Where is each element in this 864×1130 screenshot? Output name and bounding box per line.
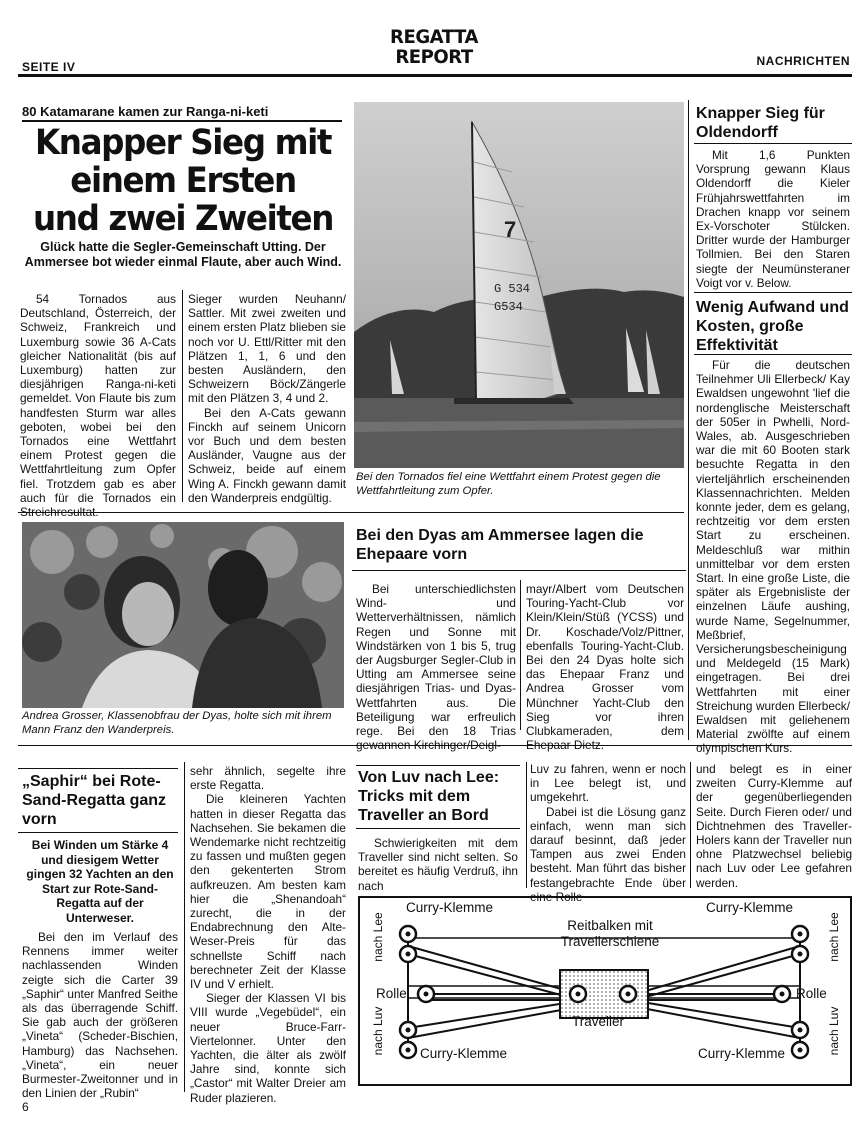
- page-label: SEITE IV: [22, 60, 76, 74]
- header-rule: [18, 74, 852, 77]
- reitbalken-label: Reitbalken mit Travellerschiene: [560, 918, 660, 949]
- tornado-caption: Bei den Tornados fiel eine Wettfahrt einem Protest gegen die Wettfahrtleitung zum Opfer.: [356, 471, 661, 497]
- luv-column-divider-1: [526, 762, 527, 888]
- saphir-column-divider: [184, 762, 185, 1092]
- dyas-column-divider: [520, 580, 521, 730]
- curry-klemme-top-left: Curry-Klemme: [406, 900, 494, 915]
- dyas-col2: [526, 582, 684, 752]
- saphir-col2-p0: sehr ähnlich, segelte ihre erste Regatta.: [190, 764, 346, 793]
- traveller-label: Traveller: [572, 1014, 625, 1029]
- dyas-col1: [356, 582, 516, 752]
- masthead-line2: REPORT: [395, 46, 473, 68]
- tornado-photo-image: [354, 102, 684, 468]
- main-col1: [20, 292, 176, 519]
- rolle-right-label: Rolle: [796, 986, 827, 1001]
- nach-luv-right: nach Luv: [827, 1006, 841, 1056]
- rolle-left-label: Rolle: [376, 986, 407, 1001]
- saphir-lead: Bei Winden um Stärke 4 und diesigem Wetter gingen 32 Yachten an den Start zur Rote-Sand-Regatta auf der Unterweser.: [26, 838, 174, 925]
- saphir-col2-p2: Sieger der Klassen VI bis VIII wurde „Vegebüdel“, ein neuer Bruce-Farr-Viertelonner. Unter den Yachten, die älter als zwölf Jahre sind, konnte sich „Castor“ mit Walter Dreier am Ruder plazieren.: [190, 991, 346, 1105]
- effektivitaet-rule: [694, 354, 852, 355]
- luv-col3: [696, 762, 852, 890]
- couple-photo: [22, 522, 344, 708]
- saphir-col1-text: Bei den im Verlauf des Rennens immer weiter nachlassenden Winden zeigte sich die Carter 39 „Saphir“ unter Manfred Seithe als das überragende Schiff. Sie gab auch der größeren „Vineta“ (Scheder-Bischien, Hamburg) das Nachsehen. „Vineta“, ein neuer Burmester-Zweitonner und in den Linien der „Rubin“: [22, 930, 178, 1101]
- oldendorff-title: Knapper Sieg für Oldendorff: [696, 105, 825, 141]
- middle-rule: [18, 512, 684, 513]
- curry-klemme-bottom-right: Curry-Klemme: [698, 1046, 786, 1061]
- curry-klemme-top-right: Curry-Klemme: [706, 900, 794, 915]
- couple-photo-image: [22, 522, 344, 708]
- main-title-line1: Knapper Sieg mit: [34, 123, 332, 163]
- lower-rule: [18, 745, 852, 746]
- dyas-rule: [352, 570, 686, 571]
- main-title-line3: und zwei Zweiten: [33, 199, 333, 239]
- sail-number-1: G 534: [494, 282, 531, 296]
- svg-text:7: 7: [504, 217, 517, 242]
- oldendorff-text: Mit 1,6 Punkten Vorsprung gewann Klaus Oldendorff die Kieler Frühjahrswettfahrten im Drachen knapp vor seinem Ex-Vorschoter Stülcken. Dritter wurde der Hamburger Tollmien. Bei den Staren siegte der Neumünsteraner Voigt vor v. Below.: [696, 148, 850, 290]
- luv-rule: [356, 828, 520, 829]
- main-title-line2: einem Ersten: [70, 161, 296, 201]
- oldendorff-rule: [694, 143, 852, 144]
- curry-klemme-bottom-left: Curry-Klemme: [420, 1046, 508, 1061]
- saphir-col2-p1: Die kleineren Yachten hatten in dieser Regatta das Nachsehen. Sie bekamen die Wendemarke nicht rechtzeitig zu fassen und mußten gegen den gekenterten Strom aufkreuzen. Am besten kam hier die „Shenandoah“ zurecht, die in der Endabrechnung den Alte-Weser-Preis für das schnellste Schiff nach berechneter Zeit der Klasse IV und V erhielt.: [190, 792, 346, 992]
- luv-column-divider-2: [690, 762, 691, 888]
- effektivitaet-rule-top: [694, 292, 852, 293]
- luv-title: Von Luv nach Lee: Tricks mit dem Traveller an Bord: [358, 769, 500, 824]
- luv-col1-text: Schwierigkeiten mit dem Traveller sind nicht selten. So bereitet es häufig Verdruß, ihn nach: [358, 836, 518, 893]
- sail-number-2: G534: [494, 300, 523, 314]
- main-lead: Glück hatte die Segler-Gemeinschaft Utting. Der Ammersee bot wieder einmal Flaute, aber auch Wind.: [24, 240, 342, 269]
- masthead-logo: [385, 27, 484, 67]
- nach-luv-left: nach Luv: [371, 1006, 385, 1056]
- nach-lee-left: nach Lee: [371, 912, 385, 962]
- dyas-col2-text: mayr/Albert vom Deutschen Touring-Yacht-Club vor Klein/Klein/Stüß (YCSS) und Dr. Koschade/Volz/Pittner, ebenfalls Touring-Yacht-Club. Bei den 24 Dyas holte sich das Ehepaar Franz und Andrea Grosser vom Münchner Yacht-Club den Sieg vor ihren Clubkameraden, dem Ehepaar Dietz.: [526, 582, 684, 753]
- oldendorff-body: [696, 148, 850, 290]
- luv-col1: [358, 836, 518, 893]
- tornado-photo: [354, 102, 684, 468]
- main-col1-text: 54 Tornados aus Deutschland, Österreich, der Schweiz, Frankreich und Luxemburg sowie 36 A-Cats gleicher Nationalität (bis auf Luxemburg) hatten zur diesjährigen Ranga-ni-keti gemeldet. Von Flaute bis zum handfesten Sturm war alles geboten, wobei bei den Tornados eine Wettfahrt einem Protest gegen die Wettfahrtleitung zum Opfer fiel. Trotzdem gab es aber auch für die Tornados ein Streichresultat.: [20, 292, 176, 520]
- luv-col2-p2: Dabei ist die Lösung ganz einfach, wenn man sich darauf besinnt, daß jeder Tampen aus zwei Enden besteht. Man führt das bisher festangebrachte Ende über eine Rolle: [530, 804, 686, 904]
- main-kicker: 80 Katamarane kamen zur Ranga-ni-keti: [22, 104, 342, 122]
- page-number: 6: [22, 1100, 29, 1114]
- masthead-line1: REGATTA: [390, 26, 478, 48]
- luv-col3-text: und belegt es in einer zweiten Curry-Klemme auf der gegenüberliegenden Seite. Durch Fieren oder/ und Dichtnehmen des Traveller-Holers kann der Traveller nun ohne Platzwechsel beliebig nach Luv oder Lee gefahren werden.: [696, 762, 852, 890]
- column-divider: [182, 290, 183, 502]
- effektivitaet-title: Wenig Aufwand und Kosten, große Effektivität: [696, 299, 849, 354]
- dyas-col1-text: Bei unterschiedlichsten Wind- und Wetterverhältnissen, nämlich Regen und Sonne mit Windstärken von 1 bis 5, trug der Augsburger Segler-Club in Utting am Ammersee seine diesjährigen Trias- und Dyas-Wettfahrten aus. Die Beteiligung war erfreulich rege. Bei den 18 Trias gewannen Kirchinger/Deigl-: [356, 582, 516, 753]
- nach-lee-right: nach Lee: [827, 912, 841, 962]
- couple-caption: Andrea Grosser, Klassenobfrau der Dyas, holte sich mit ihrem Mann Franz den Wanderpreis.: [22, 710, 332, 736]
- main-col2: [188, 292, 346, 505]
- effektivitaet-body: [696, 358, 850, 756]
- main-col2-p2: Bei den A-Cats gewann Finckh auf seinem Unicorn vor Buch und dem besten Ausländer, Vaugne aus der Schweiz, beide auf einem Wing A. Finckh gewann damit den Wanderpreis endgültig.: [188, 405, 346, 505]
- dyas-title: Bei den Dyas am Ammersee lagen die Ehepaare vorn: [356, 527, 644, 563]
- effektivitaet-text: Für die deutschen Teilnehmer Uli Ellerbeck/ Kay Ewaldsen ungewohnt 'lief die nordenglische Meisterschaft der 505er in Pwhelli, Nord-Wales, ab. Ausgeschrieben war die mit 60 Booten stark besuchte Regatta in den vierteljährlich erscheinenden Klassennachrichten. Melden konnte jeder, dem es gelang, rechtzeitig vor dem ersten Start zu erscheinen. Meldeschluß war mithin unmittelbar vor dem ersten Start. In eine große Liste, die später als Ergebnisliste der einzelnen Läufe aushing, wurde Name, Segelnummer, Meßbrief, Versicherungsbescheinigung und Meldegeld (15 Mark) eingetragen. Bei drei Wettfahrten mit einer Streichung wurden Ellerbeck/ Ewaldsen mit geliehenem Material zwölfte auf einem olympischen Kurs.: [696, 358, 850, 756]
- section-label: NACHRICHTEN: [756, 54, 850, 68]
- saphir-rule-top: [18, 768, 178, 769]
- luv-rule-top: [356, 765, 520, 766]
- traveller-diagram: [358, 896, 852, 1086]
- saphir-col1: [22, 930, 178, 1100]
- main-col2-p1: Sieger wurden Neuhann/ Sattler. Mit zwei zweiten und einem ersten Platz blieben sie noch vor U. Ettl/Ritter mit den Plätzen 1, 1, 6 und den besten Ausländern, den Schweizern Böck/Zängerle mit den Plätzen 3, 4 und 2.: [188, 292, 346, 406]
- right-column-divider: [688, 100, 689, 740]
- main-title: [20, 124, 346, 238]
- saphir-rule: [18, 832, 178, 833]
- saphir-col2: [190, 764, 346, 1105]
- luv-col2-p1: Luv zu fahren, wenn er noch in Lee belegt ist, und umgekehrt.: [530, 762, 686, 805]
- saphir-title: „Saphir“ bei Rote-Sand-Regatta ganz vorn: [22, 773, 167, 828]
- luv-col2: [530, 762, 686, 904]
